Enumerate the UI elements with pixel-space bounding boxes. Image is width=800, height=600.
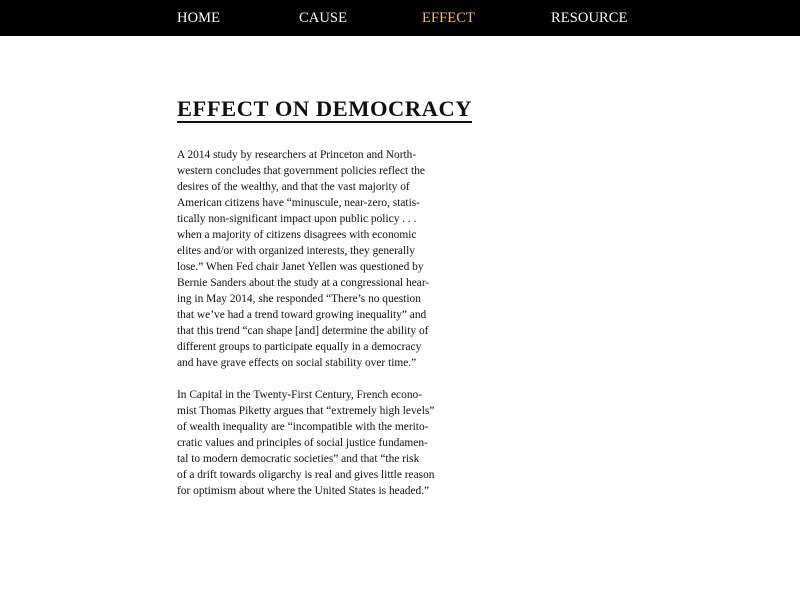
text-line: of wealth inequality are “incompatible with the merito- [177, 421, 429, 433]
text-line: mist Thomas Piketty argues that “extremely high levels” [177, 405, 435, 417]
nav-link-effect[interactable]: EFFECT [422, 10, 475, 26]
paragraph-piketty [177, 387, 467, 499]
text-line: for optimism about where the United States is headed.” [177, 485, 430, 497]
text-line: elites and/or with organized interests, they generally [177, 245, 415, 257]
text-line: ing in May 2014, she responded “There’s no question [177, 293, 421, 305]
article-body [177, 147, 467, 499]
page-title: EFFECT ON DEMOCRACY [177, 96, 473, 121]
text-line: that we’ve had a trend toward growing inequality” and [177, 309, 427, 321]
text-line: In Capital in the Twenty-First Century, French econo- [177, 389, 422, 401]
text-line: tically non-significant impact upon public policy . . . [177, 213, 417, 225]
title-underline [177, 121, 472, 123]
nav-link-home[interactable]: HOME [177, 10, 221, 26]
text-line: American citizens have “minuscule, near-zero, statis- [177, 197, 420, 209]
text-line: tal to modern democratic societies” and that “the risk [177, 453, 420, 465]
text-line: western concludes that government policies reflect the [177, 165, 425, 177]
paragraph-princeton-study [177, 147, 467, 371]
text-line: Bernie Sanders about the study at a congressional hear- [177, 277, 430, 289]
text-line: lose.” When Fed chair Janet Yellen was questioned by [177, 261, 424, 273]
text-line: desires of the wealthy, and that the vast majority of [177, 181, 410, 193]
text-line: when a majority of citizens disagrees with economic [177, 229, 417, 241]
text-line: that this trend “can shape [and] determine the ability of [177, 325, 429, 337]
text-line: A 2014 study by researchers at Princeton and North- [177, 149, 417, 161]
text-line: cratic values and principles of social justice fundamen- [177, 437, 428, 449]
nav-link-cause[interactable]: CAUSE [299, 10, 348, 26]
text-line: different groups to participate equally in a democracy [177, 341, 422, 353]
text-line: of a drift towards oligarchy is real and gives little reason [177, 469, 435, 481]
top-navigation-bar [0, 0, 800, 36]
text-line: and have grave effects on social stability over time.” [177, 357, 417, 369]
nav-link-resource[interactable]: RESOURCE [551, 10, 628, 26]
